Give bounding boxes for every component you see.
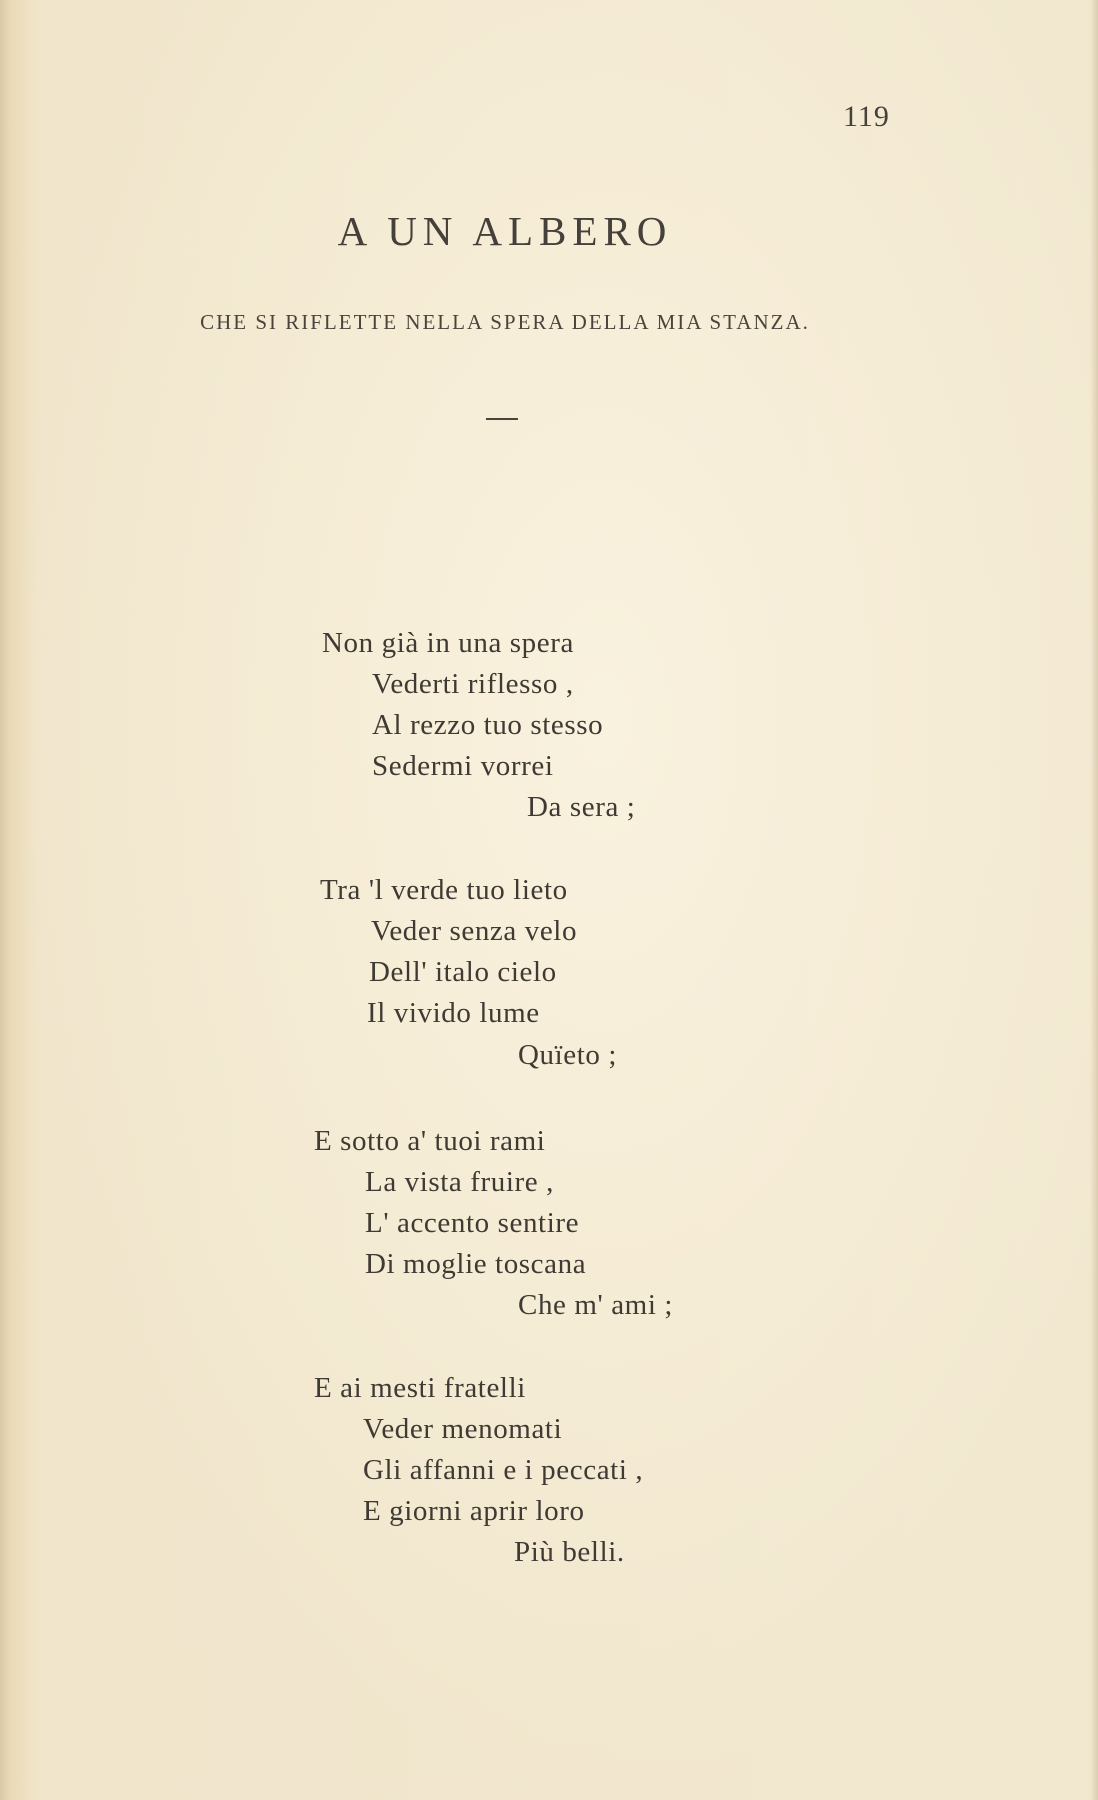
verse-line: Di moglie toscana	[365, 1248, 587, 1280]
verse-line: Vederti riflesso ,	[372, 668, 574, 700]
page-number: 119	[843, 100, 890, 133]
verse-line: Veder senza velo	[371, 915, 578, 947]
verse-line: Tra 'l verde tuo lieto	[320, 874, 568, 906]
verse-line: Quïeto ;	[518, 1039, 618, 1071]
verse-line: Dell' italo cielo	[369, 956, 557, 988]
verse-line: Al rezzo tuo stesso	[372, 709, 604, 741]
verse-line: L' accento sentire	[365, 1207, 580, 1239]
verse-line: Sedermi vorrei	[372, 750, 554, 782]
verse-line: Gli affanni e i peccati ,	[363, 1454, 644, 1486]
verse-line: Da sera ;	[527, 791, 636, 823]
poem-title: A UN ALBERO	[337, 208, 673, 254]
verse-line: Che m' ami ;	[518, 1289, 673, 1321]
verse-line: E giorni aprir loro	[363, 1495, 585, 1527]
verse-line: La vista fruire ,	[365, 1166, 554, 1198]
verse-line: E ai mesti fratelli	[314, 1372, 526, 1404]
verse-line: Veder menomati	[363, 1413, 563, 1445]
verse-line: Più belli.	[514, 1536, 625, 1568]
title-divider	[486, 418, 518, 420]
verse-line: Il vivido lume	[367, 997, 540, 1029]
verse-line: E sotto a' tuoi rami	[314, 1125, 546, 1157]
verse-line: Non già in una spera	[322, 627, 574, 659]
poem-subtitle: CHE SI RIFLETTE NELLA SPERA DELLA MIA STANZA.	[200, 310, 810, 334]
